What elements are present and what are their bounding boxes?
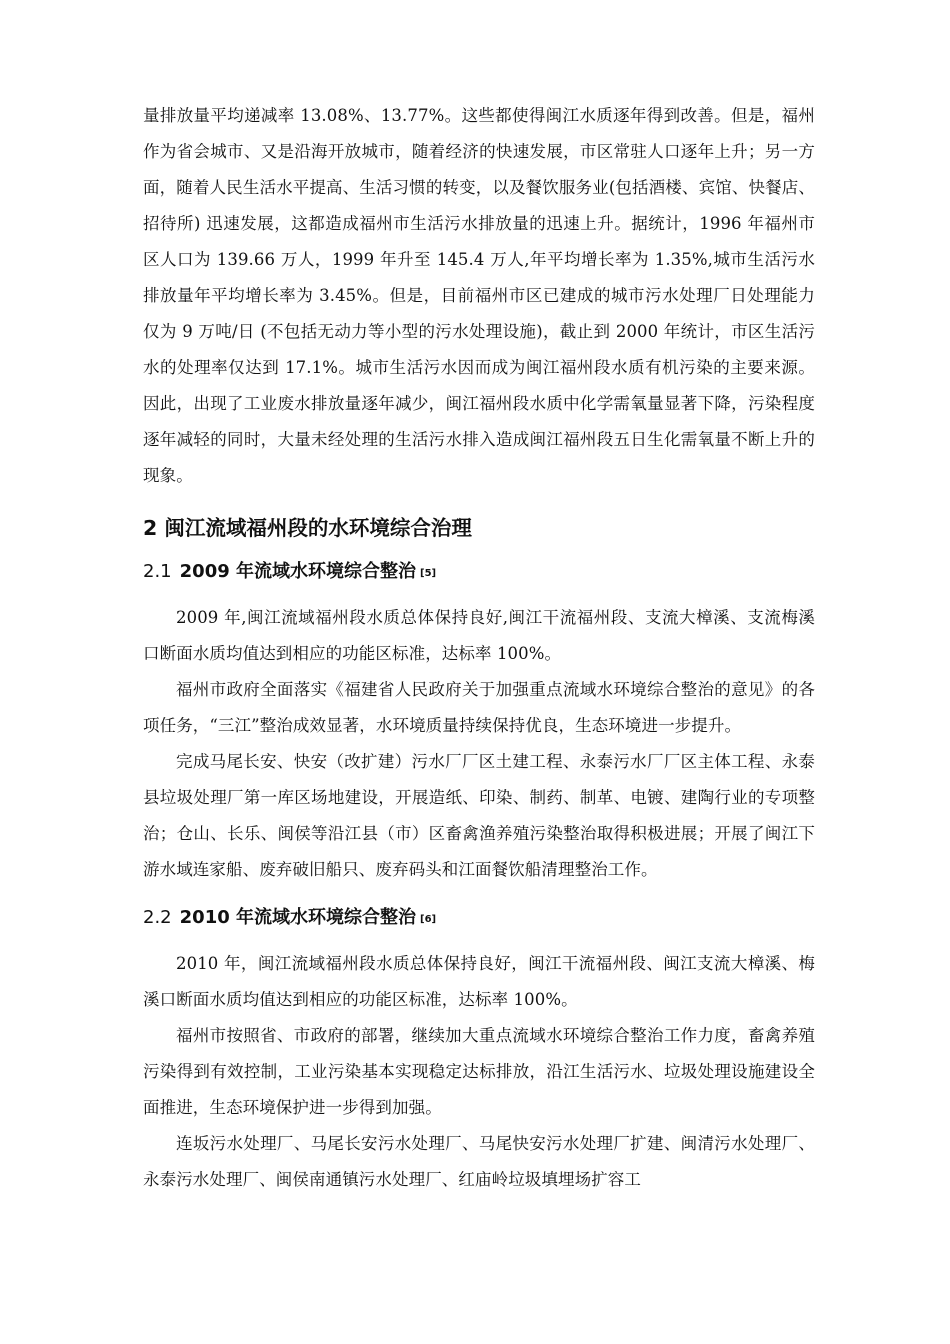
paragraph-top: 量排放量平均递减率 13.08%、13.77%。这些都使得闽江水质逐年得到改善。但是，福州作为省会城市、又是沿海开放城市，随着经济的快速发展，市区常驻人口逐年上升；另一方面，随着人民生活水平提高、生活习惯的转变，以及餐饮服务业(包括酒楼、宾馆、快餐店、招待所) 迅速发展，这都造成福州市生活污水排放量的迅速上升。据统计，1996 年福州市区人口为 139.66 万人，1999 年升至 145.4 万人,年平均增长率为 1.35%,城市生活污水排放量年平均增长率为 3.45%。但是，目前福州市区已建成的城市污水处理厂日处理能力仅为 9 万吨/日 (不包括无动力等小型的污水处理设施)，截止到 2000 年统计，市区生活污水的处理率仅达到 17.1%。城市生活污水因而成为闽江福州段水质有机污染的主要来源。因此，出现了工业废水排放量逐年减少，闽江福州段水质中化学需氧量显著下降，污染程度逐年减轻的同时，大量未经处理的生活污水排入造成闽江福州段五日生化需氧量不断上升的现象。 <box>143 106 815 485</box>
section-title: 2010 年流域水环境综合整治 <box>179 907 417 928</box>
section-number: 2.2 <box>143 907 172 928</box>
paragraph: 福州市政府全面落实《福建省人民政府关于加强重点流域水环境综合整治的意见》的各项任务，“三江”整治成效显著，水环境质量持续保持优良，生态环境进一步提升。 <box>143 680 815 735</box>
citation-ref[interactable]: [6] <box>420 914 437 925</box>
paragraph: 福州市按照省、市政府的部署，继续加大重点流域水环境综合整治工作力度，畜禽养殖污染得到有效控制，工业污染基本实现稳定达标排放，沿江生活污水、垃圾处理设施建设全面推进，生态环境保护进一步得到加强。 <box>143 1026 815 1117</box>
section-number: 2.1 <box>143 561 172 582</box>
section-2-heading: 2 闽江流域福州段的水环境综合治理 <box>143 516 472 540</box>
paragraph: 2010 年，闽江流域福州段水质总体保持良好，闽江干流福州段、闽江支流大樟溪、梅溪口断面水质均值达到相应的功能区标准，达标率 100%。 <box>143 954 815 1009</box>
citation-ref[interactable]: [5] <box>420 568 437 579</box>
document-page <box>143 98 815 1198</box>
paragraph: 完成马尾长安、快安（改扩建）污水厂厂区土建工程、永泰污水厂厂区主体工程、永泰县垃圾处理厂第一库区场地建设，开展造纸、印染、制药、制革、电镀、建陶行业的专项整治；仓山、长乐、闽侯等沿江县（市）区畜禽渔养殖污染整治取得积极进展；开展了闽江下游水域连家船、废弃破旧船只、废弃码头和江面餐饮船清理整治工作。 <box>143 752 815 879</box>
paragraph: 2009 年,闽江流域福州段水质总体保持良好,闽江干流福州段、支流大樟溪、支流梅溪口断面水质均值达到相应的功能区标准，达标率 100%。 <box>143 608 815 663</box>
section-title: 2009 年流域水环境综合整治 <box>179 561 417 582</box>
section-2-2-heading <box>143 898 815 940</box>
paragraph: 连坂污水处理厂、马尾长安污水处理厂、马尾快安污水处理厂扩建、闽清污水处理厂、永泰污水处理厂、闽侯南通镇污水处理厂、红庙岭垃圾填埋场扩容工 <box>143 1134 815 1189</box>
section-2-1-heading <box>143 552 815 594</box>
